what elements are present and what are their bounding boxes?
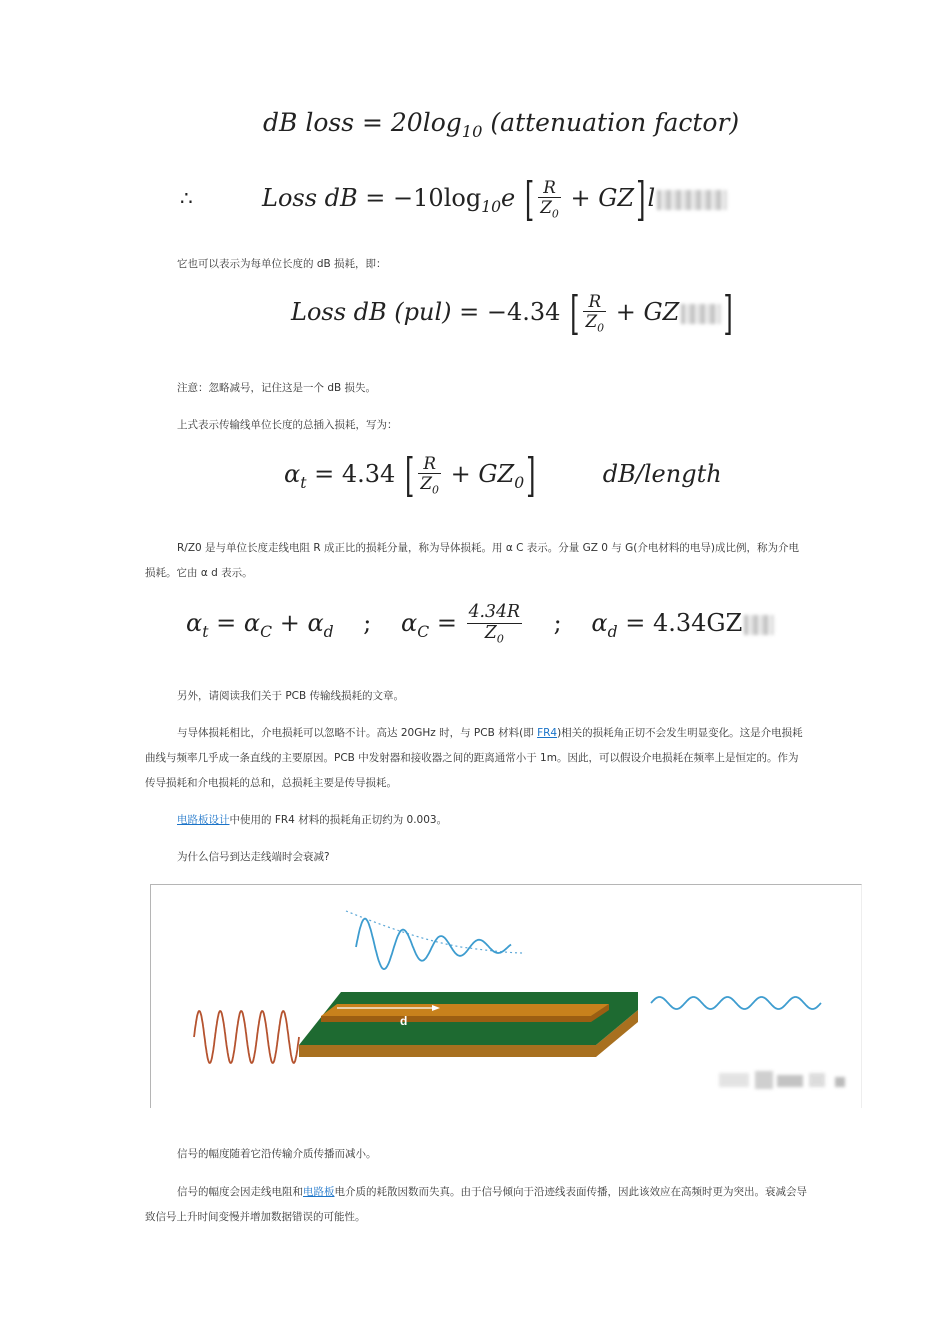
pcb-design-link[interactable]: 电路板设计 — [177, 814, 230, 826]
watermark-blur — [681, 304, 721, 324]
paragraph: 与导体损耗相比，介电损耗可以忽略不计。高达 20GHz 时，与 PCB 材料(即 FR4)相关的损耗角正切不会发生明显变化。这是介电损耗曲线与频率几乎成一条直线的主要原因。PCB 中发射器和接收器之间的距离通常小于 1m。因此，可以假设介电损耗在频率上是恒定的。作为传导损耗和介电损耗的总和，总损耗主要是传导损耗。 — [145, 727, 803, 789]
paragraph: 信号的幅度随着它沿传输介质传播而减小。 — [177, 1148, 377, 1160]
paragraph: 它也可以表示为每单位长度的 dB 损耗，即： — [177, 258, 387, 270]
watermark-blur — [657, 190, 727, 210]
paragraph: 为什么信号到达走线端时会衰减? — [177, 851, 330, 863]
output-signal-wave — [651, 997, 821, 1009]
fr4-link[interactable]: FR4 — [537, 727, 558, 739]
watermark — [719, 1071, 845, 1089]
attenuation-envelope — [346, 911, 525, 953]
decaying-wave — [356, 919, 511, 969]
paragraph: 上式表示传输线单位长度的总插入损耗，写为： — [177, 419, 398, 431]
watermark-blur — [744, 615, 774, 635]
paragraph: 电路板设计中使用的 FR4 材料的损耗角正切约为 0.003。 — [177, 814, 448, 826]
pcb-link[interactable]: 电路板 — [303, 1186, 335, 1198]
arrow-label: d — [400, 1014, 408, 1028]
paragraph: R/Z0 是与单位长度走线电阻 R 成正比的损耗分量，称为导体损耗。用 α C 表示。分量 GZ 0 与 G(介电材料的电导)成比例，称为介电损耗。它由 α d 表示。 — [145, 542, 799, 579]
formula-loss-db-pul: Loss dB (pul) = −4.34 [ $\frac{R}{Z_0}$ + GZ ] — [291, 287, 733, 341]
formula-db-loss: dB loss = $20\log_{10}$ (attenuation factor) — [263, 108, 740, 141]
therefore-symbol: ∴ — [180, 186, 193, 210]
formula-alpha-components: $\alpha_t = \alpha_C + \alpha_d$ ; $\alpha_C$ = $\frac{4.34R}{Z_0}$ ; $\alpha_d = 4.34GZ$ — [186, 603, 774, 646]
attenuation-figure — [150, 884, 862, 1108]
paragraph: 注意：忽略减号，记住这是一个 dB 损失。 — [177, 382, 377, 394]
copper-trace — [321, 1004, 609, 1016]
formula-loss-db: Loss dB = $-10\log_{10}e$ [ $\frac{R}{Z_0}$ + GZ]l — [262, 178, 727, 221]
paragraph: 另外，请阅读我们关于 PCB 传输线损耗的文章。 — [177, 690, 405, 702]
input-signal-wave — [194, 1011, 299, 1063]
paragraph: 信号的幅度会因走线电阻和电路板电介质的耗散因数而失真。由于信号倾向于沿迹线表面传播，因此该效应在高频时更为突出。衰减会导致信号上升时间变慢并增加数据错误的可能性。 — [145, 1186, 807, 1223]
formula-alpha-t: $\alpha_t = 4.34$ [ $\frac{R}{Z_0}$ + $GZ_0$] dB/length — [284, 449, 722, 503]
attenuation-illustration — [151, 885, 863, 1109]
